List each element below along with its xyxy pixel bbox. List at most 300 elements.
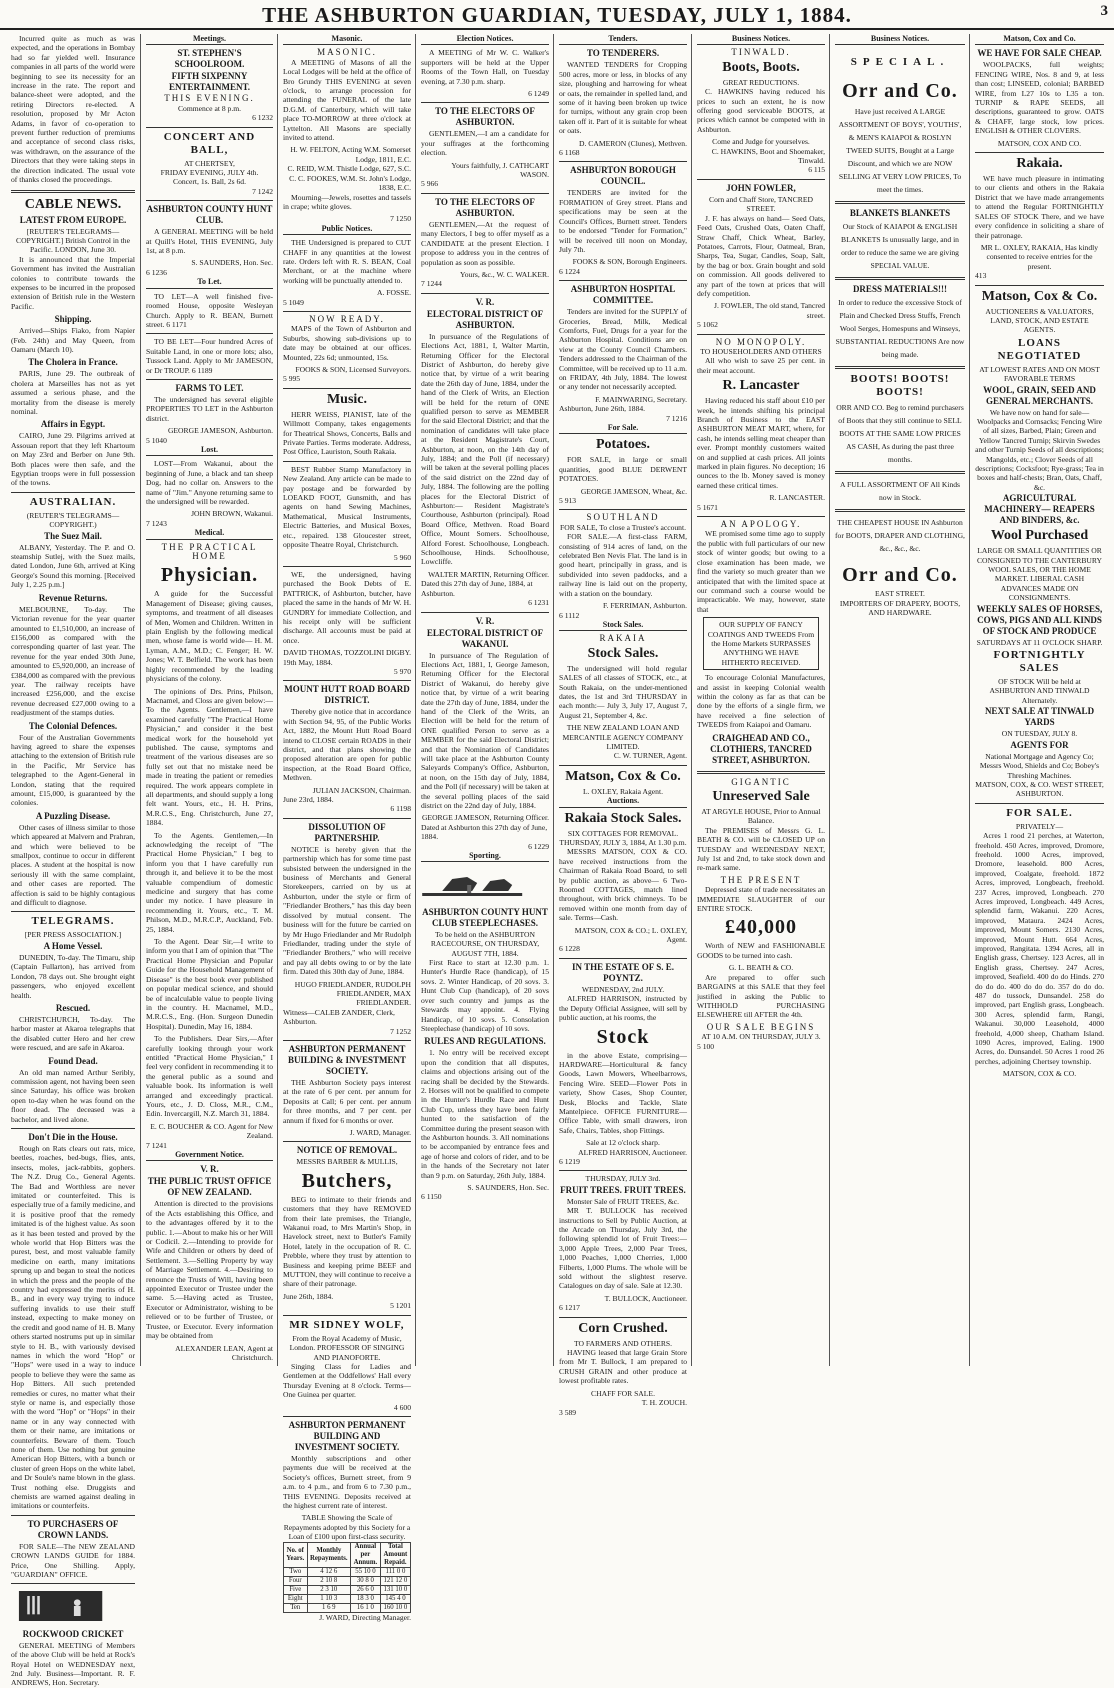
ad-signature: MATSON, COX & CO. bbox=[1002, 1069, 1077, 1079]
column-heading: Sporting. bbox=[421, 851, 549, 862]
ad-date: 19th May, 1884. bbox=[283, 657, 333, 667]
ad-subtitle: FOR SALE, To close a Trustee's account. bbox=[560, 522, 686, 532]
ad-signature: F. MAINWARING, Secretary. bbox=[595, 394, 687, 404]
ad-text: A MEETING of Mr W. C. Walker's supporters will be held at the Upper Rooms of the Town Hall, on Tuesday evening, at 7.30 p.m. sharp. bbox=[421, 48, 549, 86]
article-heading: Revenue Returns. bbox=[38, 592, 108, 603]
ad-ref: 5 100 bbox=[697, 1041, 715, 1051]
ad-text: A guide for the Successful Management of Disease; giving causes, symptoms, and treatment of all diseases of Men, Women and Children. Written in plain English by the following medical men, whose fame is world wide— H. M. Lyman, A.M., M.D.; C. Fenger; H. W. Jones; W. T. Belfield. The work has been highly recommended by the leading physicians of the colony. bbox=[146, 589, 273, 684]
ad-text: OF STOCK Will be held at ASHBURTON AND TINWALD Alternately. bbox=[989, 677, 1090, 705]
ad-ref: 5 1062 bbox=[697, 320, 718, 330]
article-heading: The Suez Mail. bbox=[44, 530, 102, 541]
ad-title: NOW READY. bbox=[309, 313, 385, 324]
ad-subtitle: EAST STREET. bbox=[875, 589, 925, 599]
ad-text: MESSRS MATSON, COX & CO. have received instructions from the Chairman of Rakaia Road Board, to sell by public auction, as above— 6 Two-Roomed COTTAGES, match lined throughout, with brick chimneys. To be removed within one month from day of sale. Terms—Cash. bbox=[559, 847, 687, 923]
ad-title: LOANS NEGOTIATED bbox=[997, 336, 1082, 362]
ad-subtitle: TO FARMERS AND OTHERS. bbox=[573, 1338, 673, 1348]
ad-subtitle: SIX COTTAGES FOR REMOVAL. bbox=[567, 828, 679, 838]
ad-ref: 7 1244 bbox=[421, 279, 442, 289]
ad-text: National Mortgage and Agency Co; Messrs Wood, Shields and Co; Bobey's Threshing Machines. bbox=[979, 751, 1100, 780]
ad-text: TENDERS are invited for the FORMATION of Grey street. Plans and specifications may be seen at the Council's Offices, Burnett street. Tenders to be endorsed "Tender for Formation," will be received till noon on Monday, July 7th. bbox=[559, 188, 687, 254]
ad-signature: E. C. BOUCHER & CO. Agent for New Zealand. bbox=[150, 1121, 273, 1141]
ad-signature: S. SAUNDERS, Hon. Sec. bbox=[467, 1183, 549, 1192]
ad-title: TO THE ELECTORS OF ASHBURTON. bbox=[435, 106, 535, 128]
royal-cipher: V. R. bbox=[475, 296, 495, 307]
ad-ref: 6 1228 bbox=[559, 944, 580, 954]
table-cell: 160 10 0 bbox=[380, 1603, 410, 1612]
article-heading: Rescued. bbox=[55, 1002, 91, 1013]
ad-heading: ROCKWOOD CRICKET bbox=[22, 1628, 124, 1639]
ad-signature: FOOKS & SON, Licensed Surveyors. bbox=[295, 365, 411, 374]
ad-signature: MR L. OXLEY, RAKAIA, Has kindly consented to receive entries for the present. bbox=[980, 242, 1099, 271]
ad-text: First Race to start at 12.30 p.m. 1. Hunter's Hurdle Race (handicap), of 15 sovs. 2. Winter Handicap, of 20 sovs. 3. Hunt Club Cup (handicap), of 20 sovs over such country and jumps as the Stewards may appoint. 4. Flying Handicap, of 10 sovs. 5. Consolation Steeplechase (handicap) of 10 sovs. bbox=[421, 958, 549, 1033]
table-cell: Two bbox=[284, 1567, 308, 1576]
ad-title: NOTICE OF REMOVAL. bbox=[296, 1145, 398, 1156]
table-cell: Ten bbox=[284, 1603, 308, 1612]
ad-text: WE, the undersigned, having purchased the Book Debts of E. PATTRICK, of Ashburton, butcher, have placed the same in the hands of Mr W. H. GUNDRY for immediate Collection, and his receipt only will be sufficient discharge. All accounts must be paid at once. bbox=[283, 569, 411, 645]
ad-title: THE PRACTICAL HOME bbox=[161, 541, 258, 562]
ad-ref: 7 1242 bbox=[252, 186, 273, 196]
ad-text: NOTICE is hereby given that the partnership which has for some time past subsisted between the undersigned in the business of Merchants and General Storekeepers, carried on by us at Ashburton, under the style or firm of "Friedlander Brothers," has this day been dissolved by mutual consent. The business will for the future be carried on by Mr Hugo Friedlander and Mr Rudolph Friedlander, trading under the style of "Friedlander Brothers," who will receive and pay all debts owing to or by the late firm. Dated this 30th day of June, 1884. bbox=[283, 844, 411, 977]
ad-title: RULES AND REGULATIONS. bbox=[424, 1036, 546, 1047]
ad-title: CRAIGHEAD AND CO., CLOTHIERS, TANCRED STREET, ASHBURTON. bbox=[710, 732, 812, 765]
ad-title-large: Boots, Boots. bbox=[722, 59, 800, 75]
ad-ref: 5 1671 bbox=[697, 502, 718, 512]
ad-text: The PREMISES of Messrs G. L. BEATH & CO. will be CLOSED UP on TUESDAY and WEDNESDAY NEXT, July 1st and 2nd, to take stock down and re-mark same. bbox=[697, 825, 825, 873]
masthead bbox=[0, 0, 1114, 30]
column-heading: Government Notice. bbox=[146, 1150, 273, 1161]
ad-subtitle: PRIVATELY— bbox=[1015, 821, 1064, 831]
ad-text: WE have much pleasure in intimating to our clients and others in the Rakaia District that we have made arrangements to attend the Regular FORTNIGHTLY SALES OF STOCK There, and we have every confidence in soliciting a share of their patronage. bbox=[975, 174, 1104, 240]
column-7 bbox=[829, 34, 970, 1366]
ad-title: BOOTS! BOOTS! BOOTS! bbox=[850, 373, 950, 399]
article-text: CHRISTCHURCH, To-day. The harbor master at Akaroa telegraphs that the disabled cutter Hero and her crew were rescued, and are safe in Akaroa. bbox=[11, 1014, 135, 1053]
ad-boxed-text: OUR SUPPLY OF FANCY COATINGS AND TWEEDS From the Home Markets SURPASSES ANYTHING WE HAVE HITHERTO RECEIVED. bbox=[703, 617, 819, 670]
ad-line: Concert, 1s. Ball, 2s 6d. bbox=[173, 177, 246, 187]
article-heading: Found Dead. bbox=[48, 1055, 98, 1066]
ad-subtitle: Monster Sale of FRUIT TREES, &c. bbox=[566, 1196, 680, 1206]
ad-ref: 5 1040 bbox=[146, 435, 167, 445]
ad-signature: MATSON, COX & CO.; L. OXLEY, Agent. bbox=[574, 925, 687, 945]
table-row bbox=[284, 1594, 411, 1603]
ad-signature: GEORGE JAMESON, Returning Officer. bbox=[421, 813, 549, 823]
ad-subtitle: ON TUESDAY, JULY 8. bbox=[1001, 729, 1078, 739]
table-cell: Eight bbox=[284, 1594, 308, 1603]
ad-text: THE Undersigned is prepared to CUT CHAFF in any quantities at the lowest rate. Orders left with R. S. BEAN, Coal Merchant, or at the machine where working will be punctually attended to. bbox=[283, 238, 411, 285]
ad-title-large: Stock bbox=[596, 1025, 650, 1048]
ad-text: A FULL ASSORTMENT OF All Kinds now in Stock. bbox=[839, 480, 960, 503]
ad-text: A MEETING of Masons of all the Local Lodges will be held at the office of Bro Grundy THIS EVENING at seven o'clock, to arrange procession for attending the FUNERAL of the late D.G.M. of Canterbury, which will take place TO-MORROW at three o'clock at Lyttelton. All Masons are specially invited to attend. bbox=[283, 57, 411, 143]
ad-signature: JULIAN JACKSON, Chairman. bbox=[312, 785, 411, 795]
ad-text: MR T. BULLOCK has received instructions to Sell by Public Auction, at the Arcade on Thursday, July 3rd, the following splendid lot of Fruit Trees:— 3,000 Apple Trees, 2,000 Pear Trees, 1,000 Peaches, 1,000 Cherries, 1,000 Filberts, 1,000 Plums. The whole will be sold without the slightest reserve. Catalogues on day of sale. Sale at 12.30. bbox=[559, 1206, 687, 1291]
table-cell: 26 6 0 bbox=[351, 1585, 381, 1594]
article-heading: The Colonial Defences. bbox=[28, 720, 118, 731]
table-row bbox=[284, 1585, 411, 1594]
ad-signature: S. SAUNDERS, Hon. Sec. bbox=[191, 258, 273, 268]
ad-text: To encourage Colonial Manufactures, and assist in keeping Colonial wealth within the colony as far as that can be done by the efforts of a single firm, we have received a fine selection of TWEEDS from Kaiapoi and Oamaru. bbox=[697, 673, 825, 730]
ad-title: JOHN FOWLER, bbox=[726, 182, 796, 193]
ad-ref: 5 1049 bbox=[283, 297, 304, 307]
ad-line: AT 10 A.M. ON THURSDAY, JULY 3. bbox=[701, 1032, 821, 1042]
ad-title: ASHBURTON PERMANENT BUILDING & INVESTMENT SOCIETY. bbox=[287, 1043, 407, 1076]
ad-ref: 6 1112 bbox=[559, 610, 580, 620]
ad-signature: J. WARD, Manager. bbox=[349, 1128, 411, 1137]
ad-signature: WALTER MARTIN, Returning Officer. bbox=[428, 569, 549, 579]
credit-line: (REUTER'S TELEGRAMS—COPYRIGHT.) bbox=[26, 510, 120, 530]
ad-title: TINWALD. bbox=[731, 47, 791, 58]
ad-signature: J. WARD, Directing Manager. bbox=[319, 1612, 411, 1622]
ad-ref: 6 1198 bbox=[390, 804, 411, 814]
article-text: CAIRO, June 29. Pilgrims arrived at Assouan report that they left Khartoum on May 23rd and Berber on June 9th. Both places were then safe, and the Egyptian troops were in full possession of the towns. bbox=[11, 431, 135, 488]
column-heading: Matson, Cox and Co. bbox=[975, 34, 1104, 45]
table-cell: Four bbox=[284, 1576, 308, 1585]
table-cell: 2 10 8 bbox=[307, 1576, 350, 1585]
article-text: MELBOURNE, To-day. The Victorian revenue for the year quarter amounted to £1,510,000, an increase of £156,000 as compared with the corresponding quarter of last year. The revenue for the year ended 30th June, amounted to £5,920,000, an increase of £384,000 as compared with the previous year. The railway receipts have increased £256,000, and the excise revenue decreased £27,000 owing to a readjustment of the stamps duties. bbox=[11, 604, 135, 718]
column-5 bbox=[553, 34, 692, 1417]
ad-title: Potatoes. bbox=[595, 437, 651, 453]
ad-title: DRESS MATERIALS!!! bbox=[852, 284, 948, 295]
article-heading: Affairs in Egypt. bbox=[40, 419, 106, 430]
ad-ref: 6 115 bbox=[808, 165, 825, 175]
ad-text: C. HAWKINS having reduced his prices to such an extent, he is now offering good serviceable BOOTS, at prices which cannot be competed with in Ashburton. bbox=[697, 87, 825, 134]
ad-title: ST. STEPHEN'S SCHOOLROOM. bbox=[174, 48, 245, 70]
cricket-illustration bbox=[11, 1591, 110, 1621]
ad-ref: 6 1224 bbox=[559, 266, 580, 276]
ad-title: FORTNIGHTLY SALES bbox=[993, 649, 1086, 675]
article-text: Arrived—Ships Fiako, from Napier (Feb. 24th) and May Queen, from Oamaru (March 10). bbox=[11, 326, 135, 354]
royal-cipher: V. R. bbox=[200, 1164, 219, 1175]
ad-ref: 5 913 bbox=[559, 496, 577, 506]
table-header: No. of Years. bbox=[284, 1542, 308, 1567]
ad-signature: C. HAWKINS, Boot and Shoemaker, Tinwald. bbox=[711, 146, 825, 166]
column-6 bbox=[691, 34, 830, 1366]
ad-title: RAKAIA bbox=[599, 633, 647, 644]
ad-ref: 7 1241 bbox=[146, 1140, 167, 1150]
article-heading: Shipping. bbox=[54, 314, 92, 325]
ad-title: THE PRESENT bbox=[720, 874, 802, 885]
ad-title-large: Corn Crushed. bbox=[578, 1320, 668, 1336]
ad-title: THE PUBLIC TRUST OFFICE OF NEW ZEALAND. bbox=[147, 1176, 272, 1198]
ad-title: CONCERT AND BALL, bbox=[163, 130, 256, 156]
table-cell: 16 1 0 bbox=[351, 1603, 381, 1612]
ad-text: HERR WEISS, PIANIST, late of the Willmott Company, takes engagements for Theatrical Shows, Concerts, Balls and Private Parties. Terms moderate. Address, Post Office, Lauriston, South Rakaia. bbox=[283, 409, 411, 457]
ad-date: Dated at Ashburton this 27th day of June, 1884. bbox=[421, 822, 548, 842]
ad-signature: ALEXANDER LEAN, Agent at Christchurch. bbox=[175, 1343, 273, 1362]
ad-title: AGRICULTURAL MACHINERY— REAPERS AND BINDERS, &c. bbox=[984, 493, 1095, 526]
column-heading: Business Notices. bbox=[835, 34, 965, 45]
column-heading: Masonic. bbox=[283, 34, 411, 45]
ad-witness: Witness—CALEB ZANDER, Clerk, Ashburton. bbox=[283, 1007, 395, 1027]
ad-title: WOOL, GRAIN, SEED AND GENERAL MERCHANTS. bbox=[983, 384, 1096, 406]
ad-subtitle: CHAFF FOR SALE. bbox=[591, 1388, 655, 1398]
ad-text: Tenders are invited for the SUPPLY of Groceries, Bread, Milk, Medical Comforts, Fuel, Drugs for a year for the Ashburton Hospital. Conditions are on view at the County Council Chambers. Tenders addressed to the Chairman of the Committee, will be received up to 11 a.m. on FRIDAY, 4th July, 1884. The lowest or any tender not necessarily accepted. bbox=[559, 307, 687, 392]
article-text: Incurred quite as much as was expected, and the operations in Bombay had so far yielded well. Insurance companies in all parts of the world were beginning to see its necessity for an increase in the rate. The report and balance-sheet were adopted, and the retiring Directors re-elected. A resolution, proposed by Mr Acton Adams, in favor of co-operation to prevent further reduction of premiums and acceptance of second class risks, was withdrawn, on the assurance of the Directors that they were taking steps in the direction indicated. The usual vote of thanks closed the proceedings. bbox=[11, 34, 135, 185]
ad-signature: DAVID THOMAS, TOZZOLINI DIGBY. bbox=[283, 648, 411, 658]
ad-text: IMPORTERS OF DRAPERY, BOOTS, AND HARDWARE. bbox=[839, 598, 961, 618]
ad-ref: 5 966 bbox=[421, 179, 439, 189]
ad-ref: 5 1201 bbox=[390, 1301, 411, 1311]
column-4 bbox=[415, 34, 554, 1366]
ad-title: TO THE ELECTORS OF ASHBURTON. bbox=[435, 196, 535, 218]
ad-subtitle: MESSRS BARBER & MULLIS, bbox=[296, 1157, 398, 1167]
ad-title: MASONIC. bbox=[317, 47, 377, 58]
ad-title: OUR SALE BEGINS bbox=[706, 1021, 816, 1032]
ad-text: GENERAL MEETING of Members of the above Club will be held at Rock's Royal Hotel on WEDNESDAY next, 2nd July. Business—Important. R. F. ANDREWS, Hon. Secretary. bbox=[11, 1640, 135, 1688]
column-heading: To Let. bbox=[146, 277, 273, 288]
section-title: CABLE NEWS. bbox=[24, 196, 122, 212]
ad-signature: F. FERRIMAN, Ashburton. bbox=[603, 601, 687, 611]
ad-text: In pursuance of the Regulations of Elections Act, 1881, I, Walter Martin, Returning Officer for the Electoral District of Ashburton, do hereby give notice that, by virtue of a writ bearing date the 26th day of June, 1884, under the hand of the Clerk of Writs, an Election will be held for the return of ONE qualified person to serve as MEMBER for the said Electoral District; and that the nomination of candidates will take place at the Resident Magistrate's Court, Ashburton, at noon, on the 14th day of July, 1884; and the Poll (if necessary) will be taken at the several polling places of the said district on the 22nd day of July, 1884. The following are the polling places for the Electoral District of Ashburton:— Resident Magistrate's Courthouse, Ashburton (principal). Road Board Office, Methven. Road Board Office, Mount Somers. Schoolhouse, Alford Forest. Schoolhouse, Longbeach. Schoolhouse, Hinds. Schoolhouse, Lowcliffe. bbox=[421, 331, 549, 567]
ad-ref: 3 589 bbox=[559, 1407, 577, 1417]
ad-title: DISSOLUTION OF PARTNERSHIP. bbox=[308, 821, 386, 843]
article-heading: A Puzzling Disease. bbox=[35, 810, 111, 821]
ad-title: GIGANTIC bbox=[731, 776, 791, 787]
ad-text: All who wish to save 25 per cent. in their meat account. bbox=[697, 356, 825, 375]
ad-text: Worth of NEW and FASHIONABLE GOODS to be turned into cash. bbox=[697, 941, 825, 960]
ad-text: Having reduced his staff about £10 per week, he intends shifting his principal Branch of Business to the EAST ASHBURTON MEAT MART, where, for cash, he intends selling meat cheaper than ever. Prompt monthly customers waited on and supplied at cash prices. All joints marked in plain figures. No deception; 16 ounces to the lb. Money saved is money earned these critical times. bbox=[697, 396, 825, 490]
ad-title: WE HAVE FOR SALE CHEAP. bbox=[977, 48, 1102, 59]
ad-heading: TO PURCHASERS OF CROWN LANDS. bbox=[27, 1518, 119, 1540]
ad-subtitle: SATURDAYS AT 11 O'CLOCK SHARP. bbox=[976, 637, 1103, 647]
ad-signature: C. C. FOOKES, W.M. St. John's Lodge, 1838, E.C. bbox=[289, 173, 411, 193]
ad-subtitle: Corn and Chaff Store, TANCRED STREET. bbox=[709, 194, 813, 214]
ad-text: TO LET—A well finished five-roomed House, opposite Wesleyan Church. Apply to R. BEAN, Burnett street. 6 1171 bbox=[146, 291, 273, 329]
ad-ref: 6 1231 bbox=[528, 598, 549, 608]
table-header: Total Amount Repaid. bbox=[380, 1542, 410, 1567]
column-3 bbox=[277, 34, 416, 1622]
ad-signature: Yours, &c., W. C. WALKER. bbox=[460, 269, 549, 279]
ad-signature: G. L. BEATH & CO. bbox=[728, 963, 794, 973]
ad-text: FOR SALE, in large or small quantities, good BLUE DERWENT POTATOES. bbox=[559, 455, 687, 484]
page-number: 3 bbox=[1100, 3, 1108, 19]
ad-title: SOUTHLAND bbox=[586, 512, 660, 523]
ad-title: SPECIAL. bbox=[850, 56, 950, 69]
ad-heading: Don't Die in the House. bbox=[28, 1131, 118, 1142]
ad-signature: GEORGE JAMESON, Ashburton. bbox=[167, 426, 273, 436]
ad-date: WEDNESDAY, 2nd JULY. bbox=[581, 984, 665, 994]
ad-line: AT CHERTSEY, bbox=[184, 158, 235, 168]
column-heading: Tenders. bbox=[559, 34, 687, 45]
ad-title: NO MONOPOLY. bbox=[715, 336, 807, 347]
ad-title: TO TENDERERS. bbox=[586, 48, 660, 59]
column-heading: Lost. bbox=[146, 445, 273, 456]
ad-text: HAVING leased that large Grain Store from Mr T. Bullock, I am prepared to CRUSH GRAIN and other produce at lowest profitable rates. bbox=[559, 1348, 687, 1386]
column-heading: Business Notices. bbox=[697, 34, 825, 45]
ad-ref: 413 bbox=[975, 271, 987, 281]
ad-text: THE Ashburton Society pays interest at the rate of 6 per cent. per annum for Deposits at Call; 6 per cent. per annum for three months, and 7 per cent. per annum if fixed for 6 months or over. bbox=[283, 1077, 411, 1125]
ad-text: The undersigned has several eligible PROPERTIES TO LET in the Ashburton district. bbox=[146, 394, 273, 423]
ad-signature: MATSON, COX, & CO. WEST STREET, ASHBURTON. bbox=[975, 779, 1104, 799]
ad-title-large: Butchers, bbox=[301, 1169, 393, 1192]
table-cell: 2 3 10 bbox=[307, 1585, 350, 1594]
ad-subtitle: AT ARGYLE HOUSE, Prior to Annual Balance. bbox=[701, 807, 821, 826]
column-1 bbox=[6, 34, 140, 1688]
ad-signature: FOOKS & SON, Borough Engineers. bbox=[572, 257, 687, 267]
article-heading: The Cholera in France. bbox=[28, 357, 118, 368]
ad-text: LARGE OR SMALL QUANTITIES OR CONSIGNED TO THE CANTERBURY WOOL SALES, OR THE HOME MARKET. LIBERAL CASH ADVANCES MADE ON CONSIGNMENTS. bbox=[976, 546, 1103, 603]
ad-text: The opinions of Drs. Prins, Philson, Macnamel, and Closs are given below:— To the Agents. Gentlemen,—I have examined carefully "The Practical Home Physician," and consider it the best medical work for the household yet published. The cause, symptoms and treatment of the various diseases are so fully set out that no mistake need be made in treating the patient or remedies required. The work appears complete in all departments, and should supply a long felt want. Yours, etc., H. H. Prins, M.R.C.S., Eng. Christchurch, June 27, 1884. bbox=[146, 686, 273, 828]
columns bbox=[6, 34, 1108, 1688]
ad-title: BLANKETS BLANKETS bbox=[849, 208, 951, 219]
column-2 bbox=[140, 34, 278, 1366]
ad-text: Acres 1 rood 21 perches, at Waterton, freehold. 450 Acres, improved, Dromore, freehold. 1000 Acres, improved, Dromore, leasehold. 800 Acres, improved, Coalgate, freehold. 1872 Acres, improved, Longbeach, freehold. 237 Acres, improved, Longbeach. 270 Acres improved, Longbeach. 449 Acres, splendid farm, Wakanui. 220 Acres, improved, Mataura. 2424 Acres, improved, Mount Somers. 2130 Acres, improved, Mount Hutt. 664 Acres, improved, Rangitata. 1394 Acres, all in English grass, Chertsey. 123 Acres, all in English grass, Chertsey. 247 Acres, improved, Seafield. 400 do do Hinds. 270 do do do. 400 do do do. 357 do do do. 487 do tussock, Dunsandel. 258 do improved, part English grass, Longbeach. 300 Acres, splendid farm, Rangi, Wakanui. 30,000 Leasehold, 4000 freehold, 4,000 sheep, Chatham Island. 1090 Acres, improved, Ealing. 1900 Acres, do. Dunsandel. 50 Acres 1 rood 26 perches, adjoining Chertsey township. bbox=[975, 831, 1104, 1066]
ad-text: WOOLPACKS, full weights; FENCING WIRE, Nos. 8 and 9, at less than cost; LINSEED, colonial; BARBED WIRE, from L27 10s to L35 a ton. TURNIP & RAPE SEEDS, all descriptions, guaranteed to grow. OATS & CHAFF, large stock, low prices. ENGLISH & OTHER CLOVERS. bbox=[975, 60, 1104, 136]
ad-text: GENTLEMEN,—I am a candidate for your suffrages at the forthcoming election. bbox=[421, 129, 549, 158]
ad-text: Monthly subscriptions and other payments due will be received at the Society's offices, Burnett street, from 9 a.m. to 4 p.m., and from 6 to 7.30 p.m., THIS EVENING. Deposits received at the highest current rate of interest. bbox=[283, 1453, 411, 1510]
ad-signature: L. OXLEY, Rakaia Agent. bbox=[582, 786, 663, 796]
ad-title-large: Matson, Cox & Co. bbox=[565, 768, 681, 784]
ad-ref: 6 1229 bbox=[528, 841, 549, 851]
column-8 bbox=[969, 34, 1109, 1366]
ad-signature: GEORGE JAMESON, Wheat, &c. bbox=[580, 486, 687, 496]
ad-ref: 6 1150 bbox=[421, 1192, 442, 1202]
ad-text: Our Stock of KAIAPOI & ENGLISH BLANKETS Is unusually large, and in order to reduce the same we are giving SPECIAL VALUE. bbox=[841, 222, 959, 271]
ad-ref: 6 1236 bbox=[146, 267, 167, 277]
ad-subtitle: TO HOUSEHOLDERS AND OTHERS bbox=[700, 346, 822, 356]
ad-ref: 6 1249 bbox=[528, 89, 549, 99]
ad-title: FOR SALE. bbox=[1006, 806, 1073, 819]
ad-signature: JOHN BROWN, Wakanui. bbox=[191, 509, 273, 519]
ad-title: AGENTS FOR bbox=[1010, 739, 1069, 750]
ad-ref: 5 995 bbox=[283, 374, 301, 384]
ad-date: June 26th, 1884. bbox=[283, 1291, 334, 1301]
ad-text: FOR SALE—The NEW ZEALAND CROWN LANDS GUIDE for 1884. Price, One Shilling. Apply, "GUARDIAN" OFFICE. bbox=[11, 1541, 135, 1580]
ad-text: Rough on Rats clears out rats, mice, beetles, roaches, bed-bugs, flies, ants, insects, moles, jack-rabbits, gophers. The N.Z. Drug Co., General Agents. The Bad and Worthless are never imitated or counterfeited. This is especially true of a family medicine, and it is positive proof that the remedy imitated is of the highest value. As soon as it has been tested and proved by the whole world that Hop Bitters was the purest, best, and most valuable family medicine on earth, many imitations sprung up and began to steal the notices in which the press and the people of the country had expressed the merits of H. B., and in every way trying to induce suffering invalids to use their stuff instead, expecting to make money on the credit and good name of H. B. Many others started nostrums put up in similar style to H. B., with variously devised names in which the word "Hop" or "Hops" were used in a way to induce people to believe they were the same as Hop Bitters. All such pretended remedies or cures, no matter what their style or name is, and especially those with the word "Hop" or "Hops" in their name or in any way connected with them or their name, are imitations or counterfeits. Beware of them. Touch none of them. Use nothing but genuine American Hop Bitters, with a bunch or cluster of green Hops on the white label, and Dr Soule's name blown in the glass. Trust nothing else. Druggists and chemists are warned against dealing in imitations or counterfeits. bbox=[11, 1143, 135, 1511]
ad-text: TO BE LET—Four hundred Acres of Suitable Land, in one or more lots; also, Tussock Land. Apply to Mr JAMESON, or Dr TROUP. 6 1189 bbox=[146, 337, 273, 375]
table-header: Monthly Repayments. bbox=[307, 1542, 350, 1567]
ad-date: June 23rd, 1884. bbox=[283, 795, 334, 805]
ad-title: NEXT SALE AT TINWALD YARDS bbox=[984, 706, 1095, 728]
column-heading: Stock Sales. bbox=[559, 620, 687, 631]
ad-signature: MATSON, COX AND CO. bbox=[997, 138, 1082, 148]
section-subtitle: LATEST FROM EUROPE. bbox=[19, 214, 127, 225]
repayment-table bbox=[283, 1542, 411, 1613]
ad-signature: C. REID, W.M. Thistle Lodge, 627, S.C. bbox=[287, 164, 411, 174]
ad-signature: T. BULLOCK, Auctioneer. bbox=[604, 1293, 687, 1303]
ad-text: FOR SALE.—A first-class FARM, consisting of 914 acres of land, on the celebrated Ben Nevis Flat. The land is in good heart, principally in grass, and is subdivided into seven paddocks, and a railway line is laid out on the property, with a station on the boundary. bbox=[559, 532, 687, 598]
article-text: An old man named Arthur Seribly, commission agent, not having been seen since Saturday, his office was broken open to-day when he was found on the floor dead. The deceased was a bachelor, and lived alone. bbox=[11, 1067, 135, 1124]
ad-date: THURSDAY, JULY 3, 1884, At 1.30 p.m. bbox=[559, 838, 687, 847]
ad-text: GENTLEMEN,—At the request of many Electors, I beg to offer myself as a CANDIDATE at the present Election. I propose to address you in the centres of population as soon as possible. bbox=[421, 219, 549, 267]
ad-text: A GENERAL MEETING will be held at Quill's Hotel, THIS EVENING, July 1st, at 8 p.m. bbox=[146, 227, 273, 256]
ad-title: Music. bbox=[326, 391, 368, 407]
ad-date: Dated this 27th day of June, 1884, at Ashburton. bbox=[421, 579, 533, 598]
ad-title-large: Unreserved Sale bbox=[712, 789, 810, 804]
ad-text: Thereby give notice that in accordance with Section 94, 95, of the Public Works Act, 1882, the Mount Hutt Road Board intend to CLOSE certain ROADS in their district, and that plans showing the proposed alteration are open for public inspection, at the Road Board Office, Methven. bbox=[283, 707, 411, 783]
table-cell: Five bbox=[284, 1585, 308, 1594]
column-heading: Meetings. bbox=[146, 34, 273, 45]
ad-title: ASHBURTON COUNTY HUNT CLUB. bbox=[146, 204, 273, 226]
ad-title: ASHBURTON HOSPITAL COMMITTEE. bbox=[570, 284, 676, 306]
ad-signature: HUGO FRIEDLANDER, RUDOLPH FRIEDLANDER, MAX FRIEDLANDER. bbox=[294, 979, 411, 1008]
ad-ref: 7 1216 bbox=[666, 413, 687, 423]
ad-text: In pursuance of The Regulation of Elections Act, 1881, I, George Jameson, Returning Officer for the Electoral District of Wakanui, do hereby give notice that, by virtue of a writ bearing date the 27th day of June, 1884, under the hand of the Clerk of the Writs, an Election will be held for the return of ONE qualified Person to serve as a MEMBER for the said Electoral District; and that the Nomination of Candidates will take place at the Ashburton County Saleyards Company's Office, Ashburton, at noon, on the 15th day of July, 1884, and the Poll (if necessary) will be taken at the several polling places of the said district on the 22nd day of July, 1884. bbox=[421, 650, 549, 810]
ad-ref: 6 1217 bbox=[559, 1303, 580, 1313]
ad-signature: C. W. TURNER, Agent. bbox=[613, 751, 687, 761]
ad-subtitle: Come and Judge for yourselves. bbox=[712, 137, 810, 147]
ad-line: THIS EVENING. bbox=[164, 93, 255, 104]
ad-text: ALFRED HARRISON, instructed by the Deputy Official Assignee, will sell by public auction, at his rooms, the bbox=[559, 994, 687, 1023]
table-cell: 131 10 0 bbox=[380, 1585, 410, 1594]
ad-title-large: Rakaia Stock Sales. bbox=[564, 810, 682, 826]
ad-text: MAPS of the Town of Ashburton and Suburbs, showing sub-divisions up to date may be obtained at our offices. Mounted, 22s 6d; unmounted, 15s. bbox=[283, 324, 411, 362]
column-heading: For Sale. bbox=[559, 423, 687, 434]
ad-title-large: Orr and Co. bbox=[842, 564, 958, 587]
steeplechase-illustration bbox=[421, 869, 523, 899]
ad-text: LOST—From Wakanui, about the beginning of June, a black and tan sheep Dog, had no collar on. Answers to the name of "Jim." Anyone returning same to the undersigned will be rewarded. bbox=[146, 459, 273, 506]
ad-signature: A. FOSSE. bbox=[377, 288, 411, 298]
masthead-title: THE ASHBURTON GUARDIAN, TUESDAY, JULY 1, 1884. bbox=[262, 3, 852, 27]
ad-title: ASHBURTON PERMANENT BUILDING AND INVESTMENT SOCIETY. bbox=[288, 1419, 406, 1452]
article-heading: A Home Vessel. bbox=[43, 940, 103, 951]
ad-line: Commence at 8 p.m. bbox=[177, 103, 242, 113]
ad-title-large: Wool Purchased bbox=[990, 528, 1089, 544]
ad-subtitle: To be held on the ASHBURTON RACECOURSE, ON THURSDAY, AUGUST 7TH, 1884. bbox=[430, 929, 540, 958]
table-cell: 121 12 0 bbox=[380, 1576, 410, 1585]
ad-ref: 5 970 bbox=[393, 666, 411, 676]
article-text: Other cases of illness similar to those which appeared at Malvern and Prahran, and which were believed to be smallpox, continue to occur in different places. A student at the hospital is now seriously ill with the same complaint, and other cases are reported. The affection is said to be highly contagious and difficult to diagnose. bbox=[11, 822, 135, 908]
ad-text: Mourning—Jewels, rosettes and tassels in crape; white gloves. bbox=[283, 192, 411, 211]
ad-title: WEEKLY SALES OF HORSES, COWS, PIGS AND ALL KINDS OF STOCK AND PRODUCE bbox=[976, 603, 1103, 636]
ad-title-large: £40,000 bbox=[725, 916, 797, 939]
section-title: TELEGRAMS. bbox=[31, 915, 115, 928]
column-heading: Election Notices. bbox=[421, 34, 549, 45]
ad-title-large: Orr and Co. bbox=[842, 80, 958, 103]
ad-signature: D. CAMERON (Clunes), Methven. bbox=[579, 138, 687, 148]
ad-subtitle: AT LOWEST RATES AND ON MOST FAVORABLE TERMS bbox=[979, 364, 1100, 384]
ad-title: MR SIDNEY WOLF, bbox=[289, 1318, 405, 1331]
table-cell: 145 4 0 bbox=[380, 1594, 410, 1603]
ad-signature: R. LANCASTER. bbox=[769, 493, 825, 503]
ad-text: Singing Class for Ladies and Gentlemen at the Oddfellows' Hall every Thursday Evening at 8 o'clock. Terms—One Guinea per quarter. bbox=[283, 1361, 411, 1400]
ad-signature: H. W. FELTON, Acting W.M. Somerset Lodge, 1811, E.C. bbox=[290, 145, 411, 164]
ad-title: ASHBURTON COUNTY HUNT CLUB STEEPLECHASES. bbox=[422, 906, 548, 928]
table-cell: 55 10 0 bbox=[351, 1567, 381, 1576]
ad-title-large: R. Lancaster bbox=[722, 378, 800, 394]
ad-text: To the Agents. Gentlemen,—In acknowledging the receipt of "The Practical Home Physician," I beg to inform you that I have carefully run through it, and believe it to be the most valuable compendium of domestic medicine and surgery that has come under my notice. I have pleasure in recommending it. Yours, etc., T. M. Philson, M.D., M.R.C.P., Auckland, Feb. 25, 1884. bbox=[146, 830, 273, 934]
ad-text: BEST Rubber Stamp Manufactory in New Zealand. Any article can be made to pay postage and be forwarded by LOEAKD FOOT, Gunsmith, and has agents on hand Sewing Machines, Mathematical, Musical Instruments, Electric Batteries, and Musical Boxes, etc., repaired. 138 Gloucester street, opposite Theatre Royal, Christchurch. bbox=[283, 464, 411, 550]
column-heading: Auctions. bbox=[559, 796, 687, 807]
credit-line: [PER PRESS ASSOCIATION.] bbox=[24, 930, 122, 940]
table-cell: 1 6 9 bbox=[307, 1603, 350, 1612]
ad-signature: ALFRED HARRISON, Auctioneer. bbox=[578, 1147, 687, 1157]
table-header: Annual per Annum. bbox=[351, 1542, 381, 1567]
royal-cipher: V. R. bbox=[475, 615, 495, 626]
ad-text: THE CHEAPEST HOUSE IN Ashburton for BOOTS, DRAPER AND CLOTHING, &c., &c., &c. bbox=[835, 518, 965, 554]
ad-title: MOUNT HUTT ROAD BOARD DISTRICT. bbox=[284, 684, 410, 706]
ad-ref: 4 600 bbox=[393, 1402, 411, 1412]
ad-subtitle: FIFTH SIXPENNY ENTERTAINMENT. bbox=[168, 71, 251, 93]
table-row bbox=[284, 1603, 411, 1612]
table-cell: 111 0 0 bbox=[380, 1567, 410, 1576]
column-heading: Medical. bbox=[146, 528, 273, 539]
ad-text: To the Publishers. Dear Sirs,—After carefully looking through your work entitled "Practical Home Physician," I feel very confident in recommending it to the general public as a sound and valuable book. Its information is well arranged and exceedingly practical. Yours, etc., J. D. Closs, M.R., C.M., Edin. Invercargill, N.Z. March 31, 1884. bbox=[146, 1034, 273, 1119]
ad-title-large: Physician. bbox=[160, 564, 259, 587]
ad-text: Have just received A LARGE ASSORTMENT OF BOYS', YOUTHS', & MEN'S KAIAPOI & ROSLYN TWEED SUITS, Bought at a Large Discount, and which we are NOW SELLING AT VERY LOW PRICES, To meet the times. bbox=[838, 107, 962, 195]
ad-title: FRUIT TREES. FRUIT TREES. bbox=[560, 1184, 686, 1195]
ad-text: J. F. has always on hand— Seed Oats, Feed Oats, Crushed Oats, Oaten Chaff, Straw Chaff, Chick Wheat, Barley, Potatoes, Carrots, Flour, Oatmeal, Bran, Sharps, Tea, Sugar, Candles, Soap, Salt, by the bag or box. Grain bought and sold on commission. All goods delivered to any part of the town at prices that will defy competition. bbox=[697, 213, 825, 298]
ad-line: Sale at 12 o'clock sharp. bbox=[586, 1138, 660, 1148]
table-row bbox=[284, 1567, 411, 1576]
ad-ref: 6 1232 bbox=[252, 113, 273, 123]
ad-text: WANTED TENDERS for Cropping 500 acres, more or less, in blocks of any size, ploughing and harrowing for wheat or oats, the remainder in spelled land, and some of it having been broken up twice for turnips, without any grain crop been taken off it. Part of it is suitable for wheat or oats. bbox=[559, 60, 687, 136]
article-text: Four of the Australian Governments having agreed to share the expenses attaching to the extension of British rule in the Pacific, Mr Service has telegraphed to the Agent-General in London, stating that the required amount, £15,000, is guaranteed by the colonies. bbox=[11, 732, 135, 808]
ad-title-large: Matson, Cox & Co. bbox=[981, 288, 1098, 304]
ad-signature: Yours faithfully, J. CATHCART WASON. bbox=[451, 160, 549, 180]
article-text: ALBANY, Yesterday. The P. and O. steamship Sutlej, with the Suez mails, dated London, June 6th, arrived at King George's Sound this morning. [Received July 1, 2.25 p.m.] bbox=[11, 542, 135, 590]
ad-signature: T. H. ZOUCH. bbox=[641, 1398, 687, 1408]
ad-title: AN APOLOGY. bbox=[720, 519, 802, 530]
column-heading: Public Notices. bbox=[283, 224, 411, 235]
